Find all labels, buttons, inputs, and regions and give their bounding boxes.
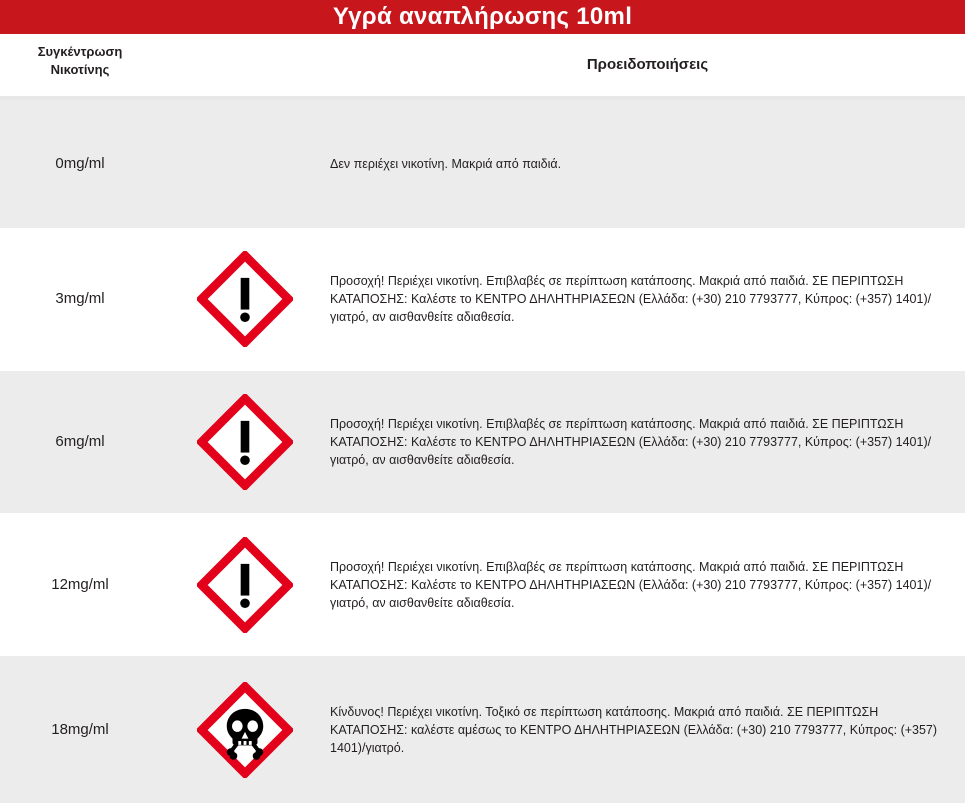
cell-pictogram <box>160 251 330 347</box>
column-header-concentration <box>0 34 160 79</box>
column-header-warnings: Προειδοποιήσεις <box>586 56 709 74</box>
cell-concentration: 3mg/ml <box>55 290 105 308</box>
cell-warning: Προσοχή! Περιέχει νικοτίνη. Επιβλαβές σε περίπτωση κατάποσης. Μακριά από παιδιά. ΣΕ ΠΕΡΙΠΤΩΣΗ ΚΑΤΑΠΟΣΗΣ: Καλέστε το ΚΕΝΤΡΟ ΔΗΛΗΤΗΡΙΑΣΕΩΝ (Ελλάδα: (+30) 210 7793777, Κύπρος: (+357) 1401)/γιατρό, αν αισθανθείτε αδιαθεσία. <box>330 416 932 467</box>
cell-concentration: 6mg/ml <box>55 432 105 450</box>
cell-concentration: 0mg/ml <box>55 154 105 172</box>
exclamation-mark-icon <box>197 394 293 490</box>
table-row <box>0 100 965 229</box>
cell-warning: Προσοχή! Περιέχει νικοτίνη. Επιβλαβές σε περίπτωση κατάποσης. Μακριά από παιδιά. ΣΕ ΠΕΡΙΠΤΩΣΗ ΚΑΤΑΠΟΣΗΣ: Καλέστε το ΚΕΝΤΡΟ ΔΗΛΗΤΗΡΙΑΣΕΩΝ (Ελλάδα: (+30) 210 7793777, Κύπρος: (+357) 1401)/γιατρό, αν αισθανθείτε αδιαθεσία. <box>330 559 932 610</box>
cell-concentration: 18mg/ml <box>51 720 109 738</box>
page-title: Υγρά αναπλήρωσης 10ml <box>0 0 965 34</box>
column-header-concentration-line1: Συγκέντρωση <box>37 44 123 59</box>
table-header-row <box>0 34 965 100</box>
cell-warning: Προσοχή! Περιέχει νικοτίνη. Επιβλαβές σε περίπτωση κατάποσης. Μακριά από παιδιά. ΣΕ ΠΕΡΙΠΤΩΣΗ ΚΑΤΑΠΟΣΗΣ: Καλέστε το ΚΕΝΤΡΟ ΔΗΛΗΤΗΡΙΑΣΕΩΝ (Ελλάδα: (+30) 210 7793777, Κύπρος: (+357) 1401)/γιατρό, αν αισθανθείτε αδιαθεσία. <box>330 274 932 325</box>
cell-pictogram <box>160 537 330 633</box>
table-row <box>0 656 965 804</box>
column-header-concentration-line2: Νικοτίνης <box>50 62 110 77</box>
cell-concentration: 12mg/ml <box>51 575 109 593</box>
table-row <box>0 514 965 657</box>
table-row <box>0 371 965 514</box>
cell-pictogram <box>160 682 330 778</box>
skull-and-crossbones-icon <box>197 682 293 778</box>
table-row <box>0 229 965 372</box>
cell-warning: Δεν περιέχει νικοτίνη. Μακριά από παιδιά. <box>330 156 562 171</box>
exclamation-mark-icon <box>197 251 293 347</box>
cell-warning: Κίνδυνος! Περιέχει νικοτίνη. Τοξικό σε περίπτωση κατάποσης. Μακριά από παιδιά. ΣΕ ΠΕΡΙΠΤΩΣΗ ΚΑΤΑΠΟΣΗΣ: καλέστε αμέσως το ΚΕΝΤΡΟ ΔΗΛΗΤΗΡΙΑΣΕΩΝ (Ελλάδα: (+30) 210 7793777, Κύπρος: (+357) 1401)/γιατρό. <box>330 704 938 755</box>
cell-pictogram <box>160 394 330 490</box>
exclamation-mark-icon <box>197 537 293 633</box>
